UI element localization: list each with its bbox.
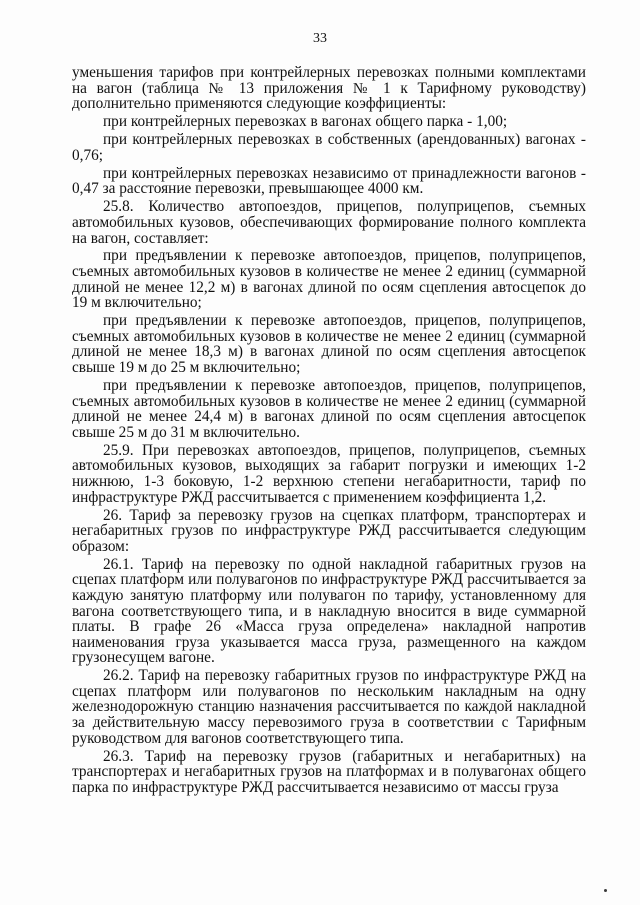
paragraph-25-8-item-31m: при предъявлении к перевозке автопоездов, прицепов, полуприцепов, съемных автомобильных кузовов в количестве не менее 2 единиц (суммарной длиной не менее 24,4 м) в вагонах длиной по осям сцепления автосцепок свыше 25 м до 31 м включительно.: [72, 377, 586, 441]
paragraph-25-9: 25.9. При перевозках автопоездов, прицепов, полуприцепов, съемных автомобильных кузовов, выходящих за габарит погрузки и имеющих 1-2 нижнюю, 1-3 боковую, 1-2 верхнюю степени негабаритности, тариф по инфраструктуре РЖД рассчитывается с применением коэффициента 1,2.: [72, 441, 586, 506]
paragraph-25-8: 25.8. Количество автопоездов, прицепов, полуприцепов, съемных автомобильных кузовов, обеспечивающих формирование полного комплекта на вагон, составляет:: [72, 198, 586, 247]
paragraph-coef-general-fleet: при контрейлерных перевозках в вагонах общего парка - 1,00;: [103, 113, 508, 131]
paragraph-26-2: 26.2. Тариф на перевозку габаритных грузов по инфраструктуре РЖД на сцепах платформ или полувагонов по нескольким накладным на одну железнодорожную станцию назначения рассчитывается по каждой накладной за действительную массу перевозимого груза в соответствии с Тарифным руководством для вагонов соответствующего типа.: [72, 667, 586, 747]
paragraph-coef-own-wagons: при контрейлерных перевозках в собственных (арендованных) вагонах - 0,76;: [72, 131, 586, 164]
paragraph-coef-distance: при контрейлерных перевозках независимо от принадлежности вагонов - 0,47 за расстояние перевозки, превышающее 4000 км.: [72, 164, 586, 198]
paragraph-25-8-item-25m: при предъявлении к перевозке автопоездов, прицепов, полуприцепов, съемных автомобильных кузовов в количестве не менее 2 единиц (суммарной длиной не менее 18,3 м) в вагонах длиной по осям сцепления автосцепок свыше 19 м до 25 м включительно;: [72, 312, 586, 377]
paragraph-26-1: 26.1. Тариф на перевозку по одной накладной габаритных грузов на сцепах платформ или полувагонов по инфраструктуре РЖД рассчитывается за каждую занятую платформу или полувагон по тарифу, установленному для вагона соответствующего типа, и в накладную вносится в виде суммарной платы. В графе 26 «Масса груза определена» накладной напротив наименования груза указывается масса груза, размещенного на каждом грузонесущем вагоне.: [72, 555, 586, 667]
paragraph-25-8-item-19m: при предъявлении к перевозке автопоездов, прицепов, полуприцепов, съемных автомобильных кузовов в количестве не менее 2 единиц (суммарной длиной не менее 12,2 м) в вагонах длиной по осям сцепления автосцепок до 19 м включительно;: [72, 247, 586, 312]
scan-speck: [604, 889, 607, 892]
document-body: [72, 65, 586, 798]
page-number: 33: [313, 31, 327, 46]
paragraph-26-3: 26.3. Тариф на перевозку грузов (габаритных и негабаритных) на транспортерах и негабаритных грузов на платформах и в полувагонах общего парка по инфраструктуре РЖД рассчитывается независимо от массы груза: [72, 747, 586, 796]
paragraph-25-7-continuation: уменьшения тарифов при контрейлерных перевозках полными комплектами на вагон (таблица № 13 приложения № 1 к Тарифному руководству) дополнительно применяются следующие коэффициенты:: [72, 64, 586, 113]
paragraph-26: 26. Тариф за перевозку грузов на сцепках платформ, транспортерах и негабаритных грузов по инфраструктуре РЖД рассчитывается следующим образом:: [72, 506, 586, 555]
